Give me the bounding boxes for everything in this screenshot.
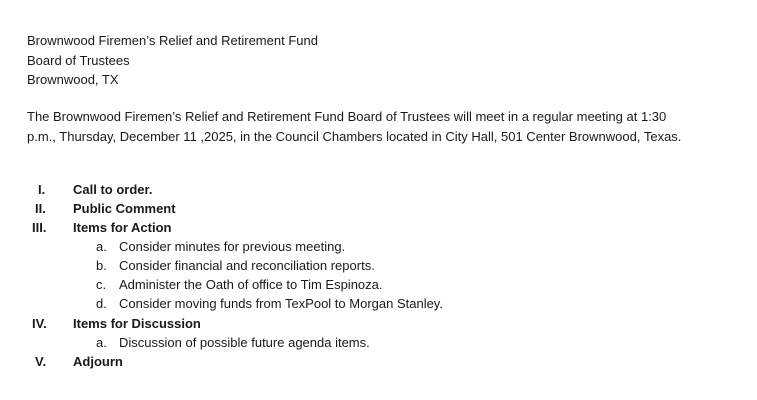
agenda-item-title: Items for Action	[73, 220, 172, 235]
document-header	[27, 31, 318, 90]
subitem-letter: a.	[96, 335, 107, 350]
agenda-item-title: Call to order.	[73, 182, 153, 197]
organization-name: Brownwood Firemen’s Relief and Retirement Fund	[27, 33, 318, 48]
subitem-letter: c.	[96, 277, 107, 292]
subitem-text: Consider moving funds from TexPool to Morgan Stanley.	[119, 296, 443, 311]
agenda-numeral: II.	[35, 201, 46, 216]
agenda-numeral: I.	[38, 182, 46, 197]
notice-line-2: p.m., Thursday, December 11 ,2025, in the Council Chambers located in City Hall, 501 Center Brownwood, Texas.	[27, 129, 682, 144]
meeting-notice	[27, 107, 742, 147]
agenda-numeral: V.	[35, 354, 47, 369]
subitem-text: Administer the Oath of office to Tim Espinoza.	[119, 277, 383, 292]
agenda-numeral: III.	[32, 220, 47, 235]
agenda-numeral: IV.	[32, 316, 47, 331]
subitem-text: Discussion of possible future agenda items.	[119, 335, 370, 350]
agenda-item-title: Adjourn	[73, 354, 123, 369]
subitem-letter: a.	[96, 239, 107, 254]
agenda-item-title: Items for Discussion	[73, 316, 201, 331]
notice-line-1: The Brownwood Firemen’s Relief and Retirement Fund Board of Trustees will meet in a regular meeting at 1:30	[27, 109, 667, 124]
agenda-item-title: Public Comment	[73, 201, 176, 216]
board-name: Board of Trustees	[27, 52, 130, 68]
subitem-letter: d.	[96, 296, 107, 311]
subitem-text: Consider minutes for previous meeting.	[119, 239, 346, 254]
subitem-text: Consider financial and reconciliation reports.	[119, 258, 375, 273]
subitem-letter: b.	[96, 258, 107, 273]
location: Brownwood, TX	[27, 72, 119, 87]
